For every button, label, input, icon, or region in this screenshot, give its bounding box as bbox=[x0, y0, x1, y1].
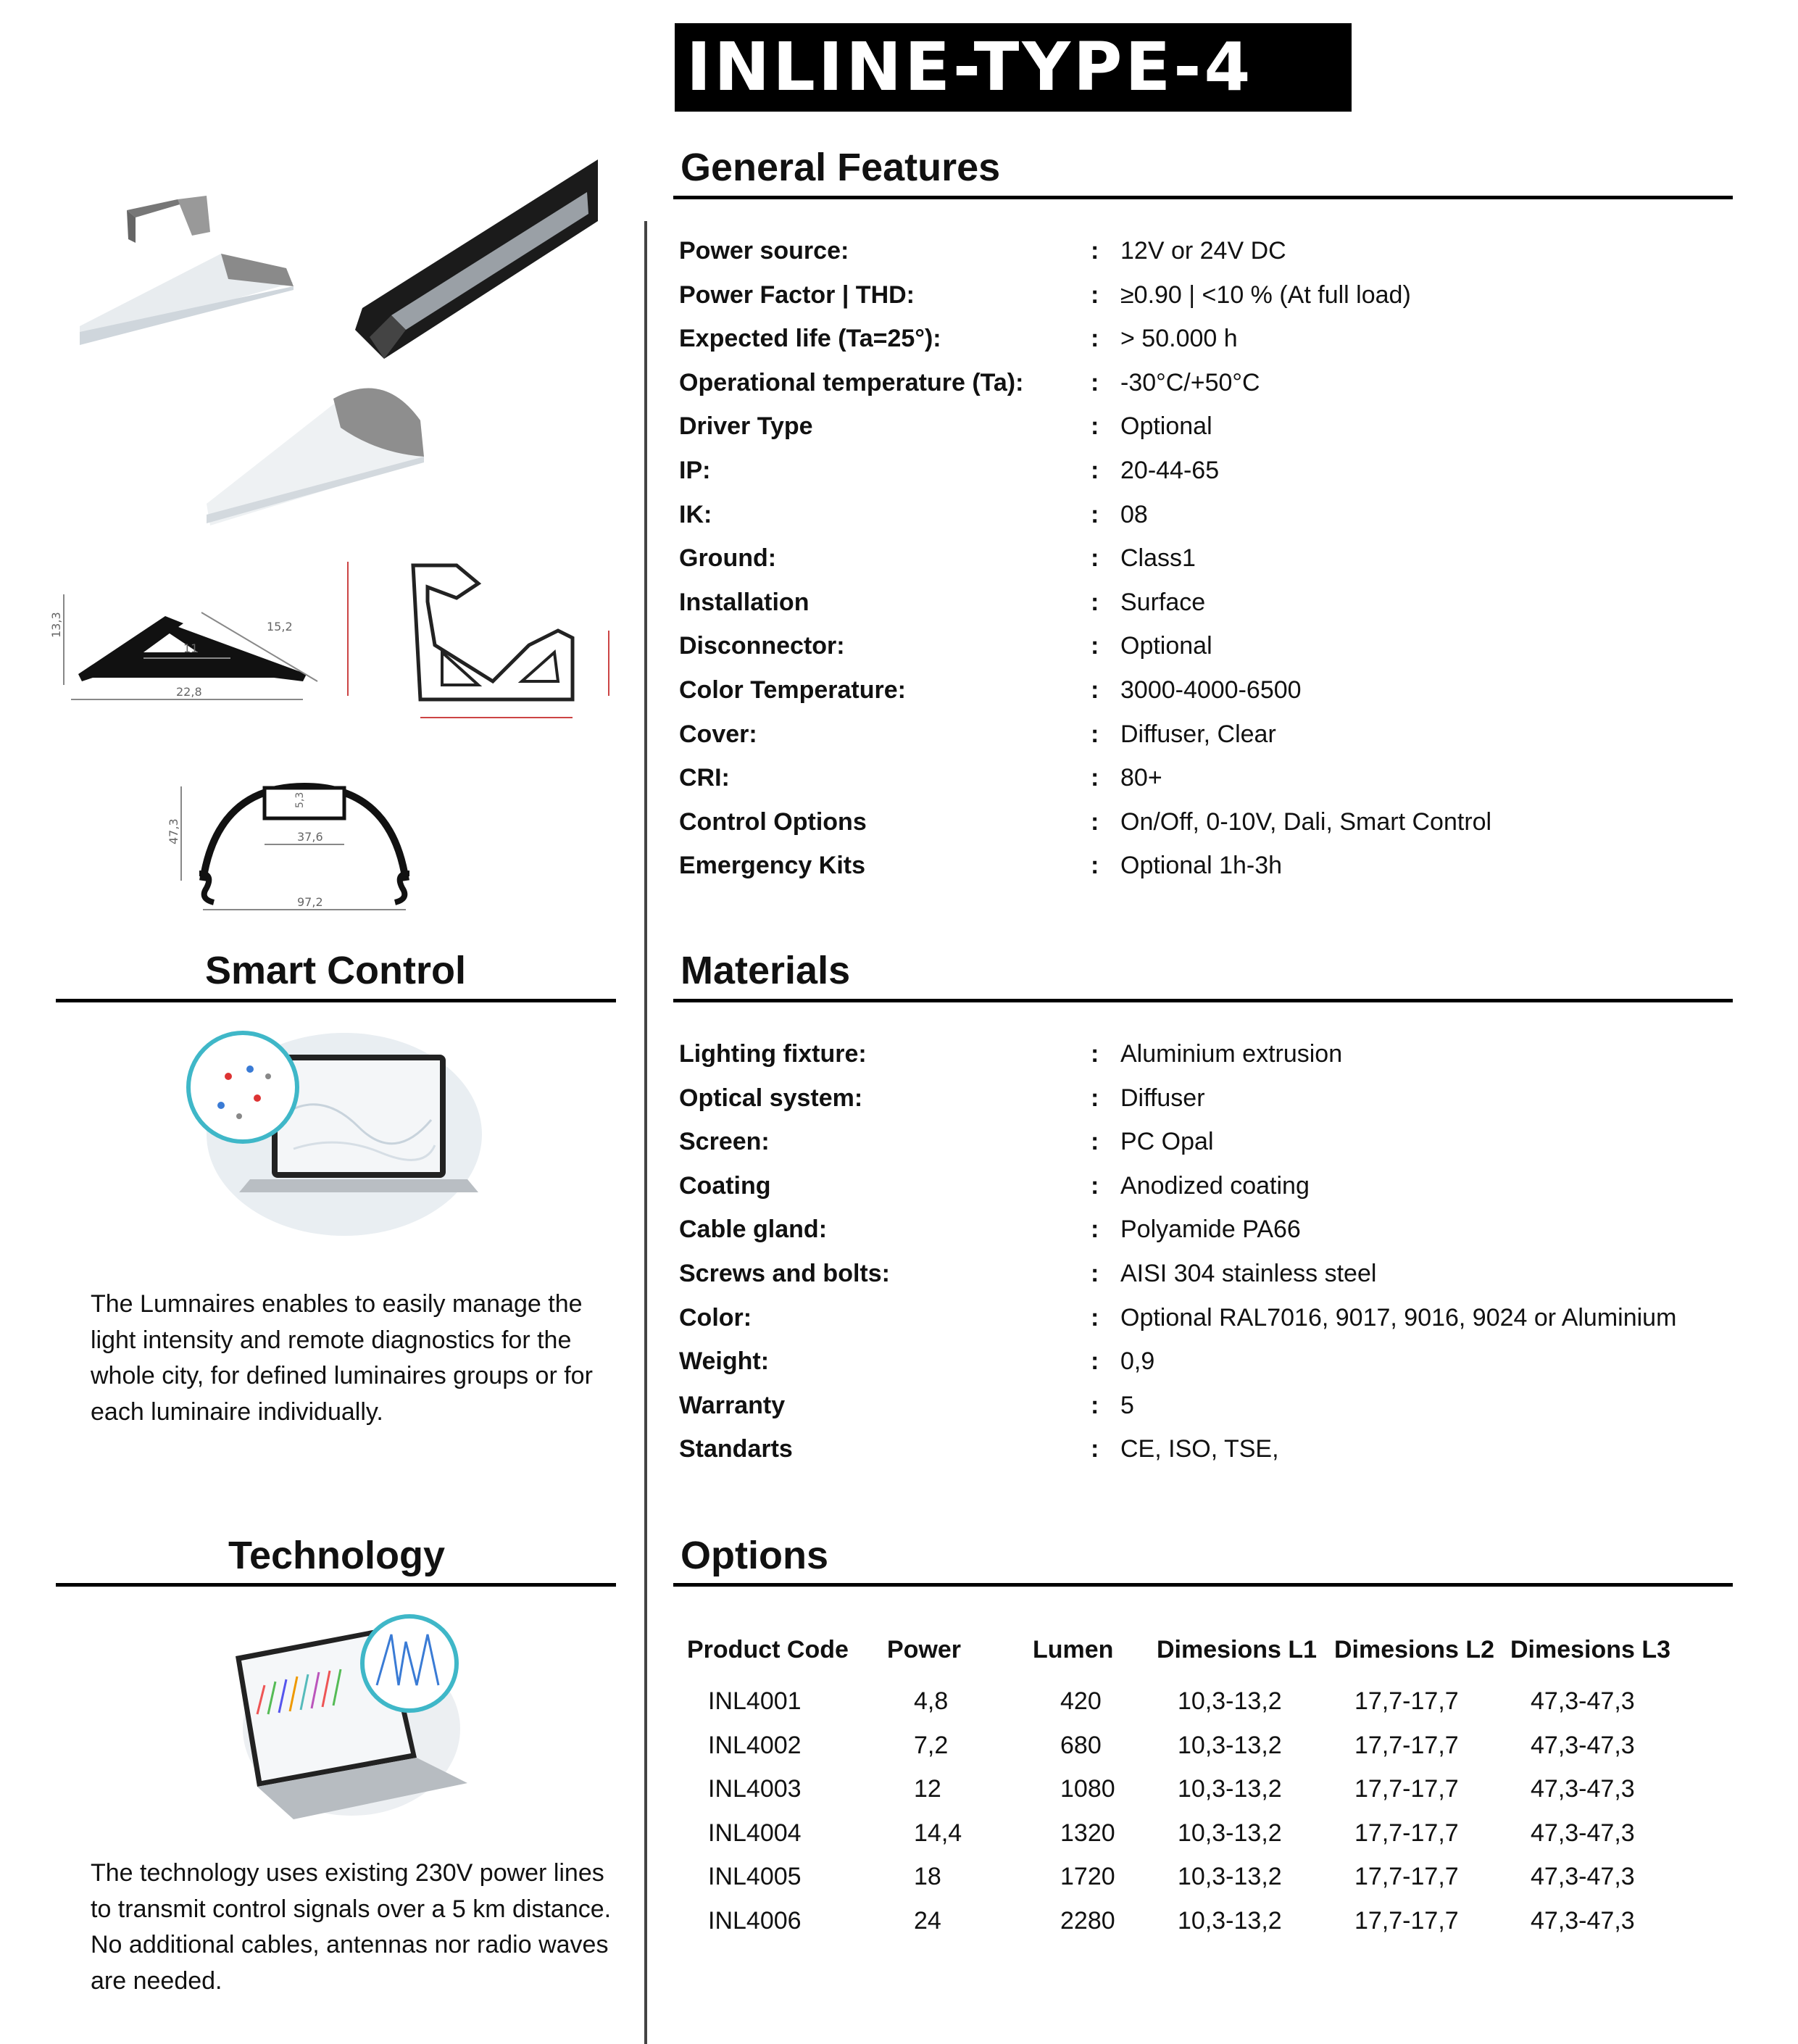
spec-separator: : bbox=[1091, 457, 1099, 484]
table-cell: INL4006 bbox=[708, 1907, 802, 1935]
smart-control-rule bbox=[56, 999, 616, 1002]
spec-label: Coating bbox=[679, 1171, 771, 1200]
spec-value: Optional bbox=[1120, 412, 1212, 441]
smart-control-heading: Smart Control bbox=[205, 949, 467, 992]
table-cell: 47,3-47,3 bbox=[1531, 1687, 1635, 1715]
spec-label: Warranty bbox=[679, 1391, 786, 1419]
spec-value: Class1 bbox=[1120, 544, 1196, 573]
table-cell: 1720 bbox=[1060, 1863, 1115, 1891]
spec-value: CE, ISO, TSE, bbox=[1120, 1435, 1279, 1463]
table-cell: 10,3-13,2 bbox=[1178, 1775, 1282, 1803]
spec-label: Ground: bbox=[679, 544, 777, 573]
spec-label: IP: bbox=[679, 457, 711, 484]
spec-label: IK: bbox=[679, 500, 712, 528]
spec-row bbox=[679, 632, 1730, 676]
table-cell: 10,3-13,2 bbox=[1178, 1819, 1282, 1847]
spec-row bbox=[679, 589, 1730, 632]
spec-label: Emergency Kits bbox=[679, 852, 865, 880]
spec-value: Optional 1h-3h bbox=[1120, 852, 1283, 880]
dim-label: 11 bbox=[183, 641, 199, 655]
table-cell: 17,7-17,7 bbox=[1354, 1687, 1459, 1715]
spec-row bbox=[679, 852, 1730, 895]
product-photo-black-profile bbox=[348, 156, 609, 362]
spec-separator: : bbox=[1091, 1171, 1099, 1200]
spec-separator: : bbox=[1091, 237, 1099, 265]
spec-row bbox=[679, 1084, 1730, 1128]
table-cell: INL4002 bbox=[708, 1731, 802, 1759]
spec-label: Power Factor | THD: bbox=[679, 281, 915, 309]
table-cell: INL4005 bbox=[708, 1863, 802, 1891]
drawing-profile-1 bbox=[49, 580, 325, 710]
table-cell: 24 bbox=[914, 1907, 941, 1935]
dim-label: 13,3 bbox=[49, 612, 63, 638]
table-cell: 18 bbox=[914, 1863, 941, 1891]
table-cell: 47,3-47,3 bbox=[1531, 1907, 1635, 1935]
table-header: Power bbox=[887, 1636, 962, 1663]
table-cell: 17,7-17,7 bbox=[1354, 1731, 1459, 1759]
spec-separator: : bbox=[1091, 676, 1099, 704]
technology-rule bbox=[56, 1583, 616, 1587]
table-cell: 14,4 bbox=[914, 1819, 962, 1847]
table-cell: 420 bbox=[1060, 1687, 1102, 1715]
dim-label: 47,3 bbox=[167, 818, 180, 844]
table-cell: 1320 bbox=[1060, 1819, 1115, 1847]
spec-row bbox=[679, 1304, 1730, 1347]
spec-row bbox=[679, 808, 1730, 852]
technology-heading: Technology bbox=[228, 1534, 446, 1577]
spec-value: Optional bbox=[1120, 632, 1212, 660]
spec-value: AISI 304 stainless steel bbox=[1120, 1260, 1377, 1287]
spec-label: Color Temperature: bbox=[679, 676, 906, 704]
spec-value: Polyamide PA66 bbox=[1120, 1216, 1301, 1244]
spec-value: Surface bbox=[1120, 588, 1206, 616]
options-rule bbox=[673, 1583, 1733, 1587]
dim-label: 97,2 bbox=[297, 895, 323, 909]
spec-row bbox=[679, 457, 1730, 500]
spec-row bbox=[679, 369, 1730, 412]
table-cell: 4,8 bbox=[914, 1687, 949, 1715]
spec-separator: : bbox=[1091, 632, 1099, 660]
table-cell: 47,3-47,3 bbox=[1531, 1775, 1635, 1803]
spec-label: Installation bbox=[679, 588, 809, 616]
spec-label: Cable gland: bbox=[679, 1216, 828, 1244]
spec-row bbox=[679, 1435, 1730, 1479]
spec-separator: : bbox=[1091, 1040, 1099, 1068]
table-cell: 10,3-13,2 bbox=[1178, 1731, 1282, 1759]
spec-value: Aluminium extrusion bbox=[1120, 1040, 1343, 1068]
materials-rule bbox=[673, 999, 1733, 1002]
table-cell: 680 bbox=[1060, 1731, 1102, 1759]
spec-label: Lighting fixture: bbox=[679, 1040, 867, 1068]
dim-label: 15,2 bbox=[267, 620, 293, 633]
spec-value: Diffuser, Clear bbox=[1120, 720, 1276, 748]
spec-value: Diffuser bbox=[1120, 1084, 1205, 1112]
smart-control-description: The Lumnaires enables to easily manage the light intensity and remote diagnostics for the whole city, for defined luminaires groups or for each luminaire individually. bbox=[91, 1290, 593, 1426]
spec-row bbox=[679, 1128, 1730, 1171]
spec-row bbox=[679, 1347, 1730, 1391]
spec-separator: : bbox=[1091, 281, 1099, 309]
spec-row bbox=[679, 237, 1730, 281]
spec-separator: : bbox=[1091, 1260, 1099, 1287]
spec-separator: : bbox=[1091, 764, 1099, 792]
spec-separator: : bbox=[1091, 412, 1099, 441]
spec-value: 80+ bbox=[1120, 764, 1162, 792]
spec-separator: : bbox=[1091, 500, 1099, 528]
table-header: Product Code bbox=[687, 1636, 849, 1663]
spec-separator: : bbox=[1091, 1084, 1099, 1112]
spec-value: Optional RAL7016, 9017, 9016, 9024 or Aluminium bbox=[1120, 1303, 1677, 1331]
spec-row bbox=[679, 1216, 1730, 1259]
spec-separator: : bbox=[1091, 1435, 1099, 1463]
spec-label: Expected life (Ta=25°): bbox=[679, 325, 941, 353]
spec-row bbox=[679, 676, 1730, 720]
table-cell: 47,3-47,3 bbox=[1531, 1863, 1635, 1891]
drawing-profile-2 bbox=[341, 558, 616, 732]
drawing-profile-3 bbox=[159, 772, 449, 917]
general-features-rule bbox=[673, 196, 1733, 199]
spec-separator: : bbox=[1091, 1391, 1099, 1419]
dim-label: 22,8 bbox=[176, 685, 202, 699]
spec-separator: : bbox=[1091, 544, 1099, 573]
product-title: INLINE-TYPE-4 bbox=[675, 23, 1352, 112]
spec-row bbox=[679, 1260, 1730, 1303]
spec-value: 20-44-65 bbox=[1120, 457, 1220, 484]
spec-separator: : bbox=[1091, 325, 1099, 353]
spec-row bbox=[679, 544, 1730, 588]
table-cell: 2280 bbox=[1060, 1907, 1115, 1935]
spec-value: 0,9 bbox=[1120, 1347, 1155, 1376]
options-heading: Options bbox=[681, 1534, 828, 1577]
spec-label: Disconnector: bbox=[679, 632, 845, 660]
spec-separator: : bbox=[1091, 368, 1099, 396]
smart-control-laptop-illustration bbox=[178, 1026, 482, 1243]
product-photo-diffuser-profile bbox=[203, 370, 442, 529]
spec-separator: : bbox=[1091, 1216, 1099, 1244]
table-cell: INL4001 bbox=[708, 1687, 802, 1715]
spec-label: Optical system: bbox=[679, 1084, 863, 1112]
spec-separator: : bbox=[1091, 852, 1099, 880]
spec-value: PC Opal bbox=[1120, 1128, 1214, 1156]
table-cell: 17,7-17,7 bbox=[1354, 1863, 1459, 1891]
table-cell: INL4003 bbox=[708, 1775, 802, 1803]
spec-value: ≥0.90 | <10 % (At full load) bbox=[1120, 281, 1411, 309]
spec-separator: : bbox=[1091, 588, 1099, 616]
technology-description: The technology uses existing 230V power lines to transmit control signals over a 5 km distance. No additional cables, antennas nor radio waves are needed. bbox=[91, 1859, 612, 1995]
spec-value: 12V or 24V DC bbox=[1120, 237, 1286, 265]
product-photo-corner-profile bbox=[76, 181, 308, 355]
spec-row bbox=[679, 1172, 1730, 1216]
spec-value: Anodized coating bbox=[1120, 1171, 1310, 1200]
spec-row bbox=[679, 412, 1730, 456]
spec-separator: : bbox=[1091, 720, 1099, 748]
spec-label: CRI: bbox=[679, 764, 730, 792]
table-cell: 12 bbox=[914, 1775, 941, 1803]
spec-label: Color: bbox=[679, 1303, 752, 1331]
spec-label: Screen: bbox=[679, 1128, 770, 1156]
table-cell: 7,2 bbox=[914, 1731, 949, 1759]
spec-row bbox=[679, 1392, 1730, 1435]
spec-row bbox=[679, 325, 1730, 368]
table-cell: 17,7-17,7 bbox=[1354, 1819, 1459, 1847]
spec-value: 3000-4000-6500 bbox=[1120, 676, 1302, 704]
table-cell: 10,3-13,2 bbox=[1178, 1687, 1282, 1715]
table-header: Lumen bbox=[1033, 1636, 1114, 1663]
table-cell: 10,3-13,2 bbox=[1178, 1863, 1282, 1891]
materials-heading: Materials bbox=[681, 949, 851, 992]
spec-value: > 50.000 h bbox=[1120, 325, 1238, 353]
table-cell: 17,7-17,7 bbox=[1354, 1907, 1459, 1935]
spec-value: 5 bbox=[1120, 1391, 1134, 1419]
spec-value: 08 bbox=[1120, 500, 1148, 528]
spec-label: Standarts bbox=[679, 1435, 793, 1463]
table-cell: 1080 bbox=[1060, 1775, 1115, 1803]
technology-laptop-illustration bbox=[228, 1613, 475, 1823]
general-features-heading: General Features bbox=[681, 146, 1001, 189]
spec-label: Weight: bbox=[679, 1347, 770, 1376]
spec-row bbox=[679, 281, 1730, 325]
table-header: Dimesions L2 bbox=[1334, 1636, 1495, 1663]
spec-value: -30°C/+50°C bbox=[1120, 368, 1260, 396]
spec-row bbox=[679, 1040, 1730, 1084]
spec-separator: : bbox=[1091, 1128, 1099, 1156]
table-cell: 10,3-13,2 bbox=[1178, 1907, 1282, 1935]
spec-row bbox=[679, 720, 1730, 764]
spec-row bbox=[679, 501, 1730, 544]
table-cell: INL4004 bbox=[708, 1819, 802, 1847]
spec-separator: : bbox=[1091, 1303, 1099, 1331]
spec-label: Driver Type bbox=[679, 412, 813, 441]
table-header: Dimesions L3 bbox=[1510, 1636, 1671, 1663]
dim-label: 37,6 bbox=[297, 830, 323, 844]
spec-label: Operational temperature (Ta): bbox=[679, 368, 1024, 396]
spec-label: Screws and bolts: bbox=[679, 1260, 890, 1287]
column-divider bbox=[644, 221, 647, 2044]
spec-label: Cover: bbox=[679, 720, 757, 748]
table-cell: 17,7-17,7 bbox=[1354, 1775, 1459, 1803]
table-cell: 47,3-47,3 bbox=[1531, 1731, 1635, 1759]
table-header: Dimesions L1 bbox=[1157, 1636, 1318, 1663]
spec-label: Power source: bbox=[679, 237, 849, 265]
spec-label: Control Options bbox=[679, 807, 867, 836]
spec-value: On/Off, 0-10V, Dali, Smart Control bbox=[1120, 807, 1492, 836]
table-cell: 47,3-47,3 bbox=[1531, 1819, 1635, 1847]
spec-separator: : bbox=[1091, 1347, 1099, 1376]
dim-label: 5,3 bbox=[294, 792, 306, 808]
spec-separator: : bbox=[1091, 807, 1099, 836]
spec-row bbox=[679, 764, 1730, 807]
